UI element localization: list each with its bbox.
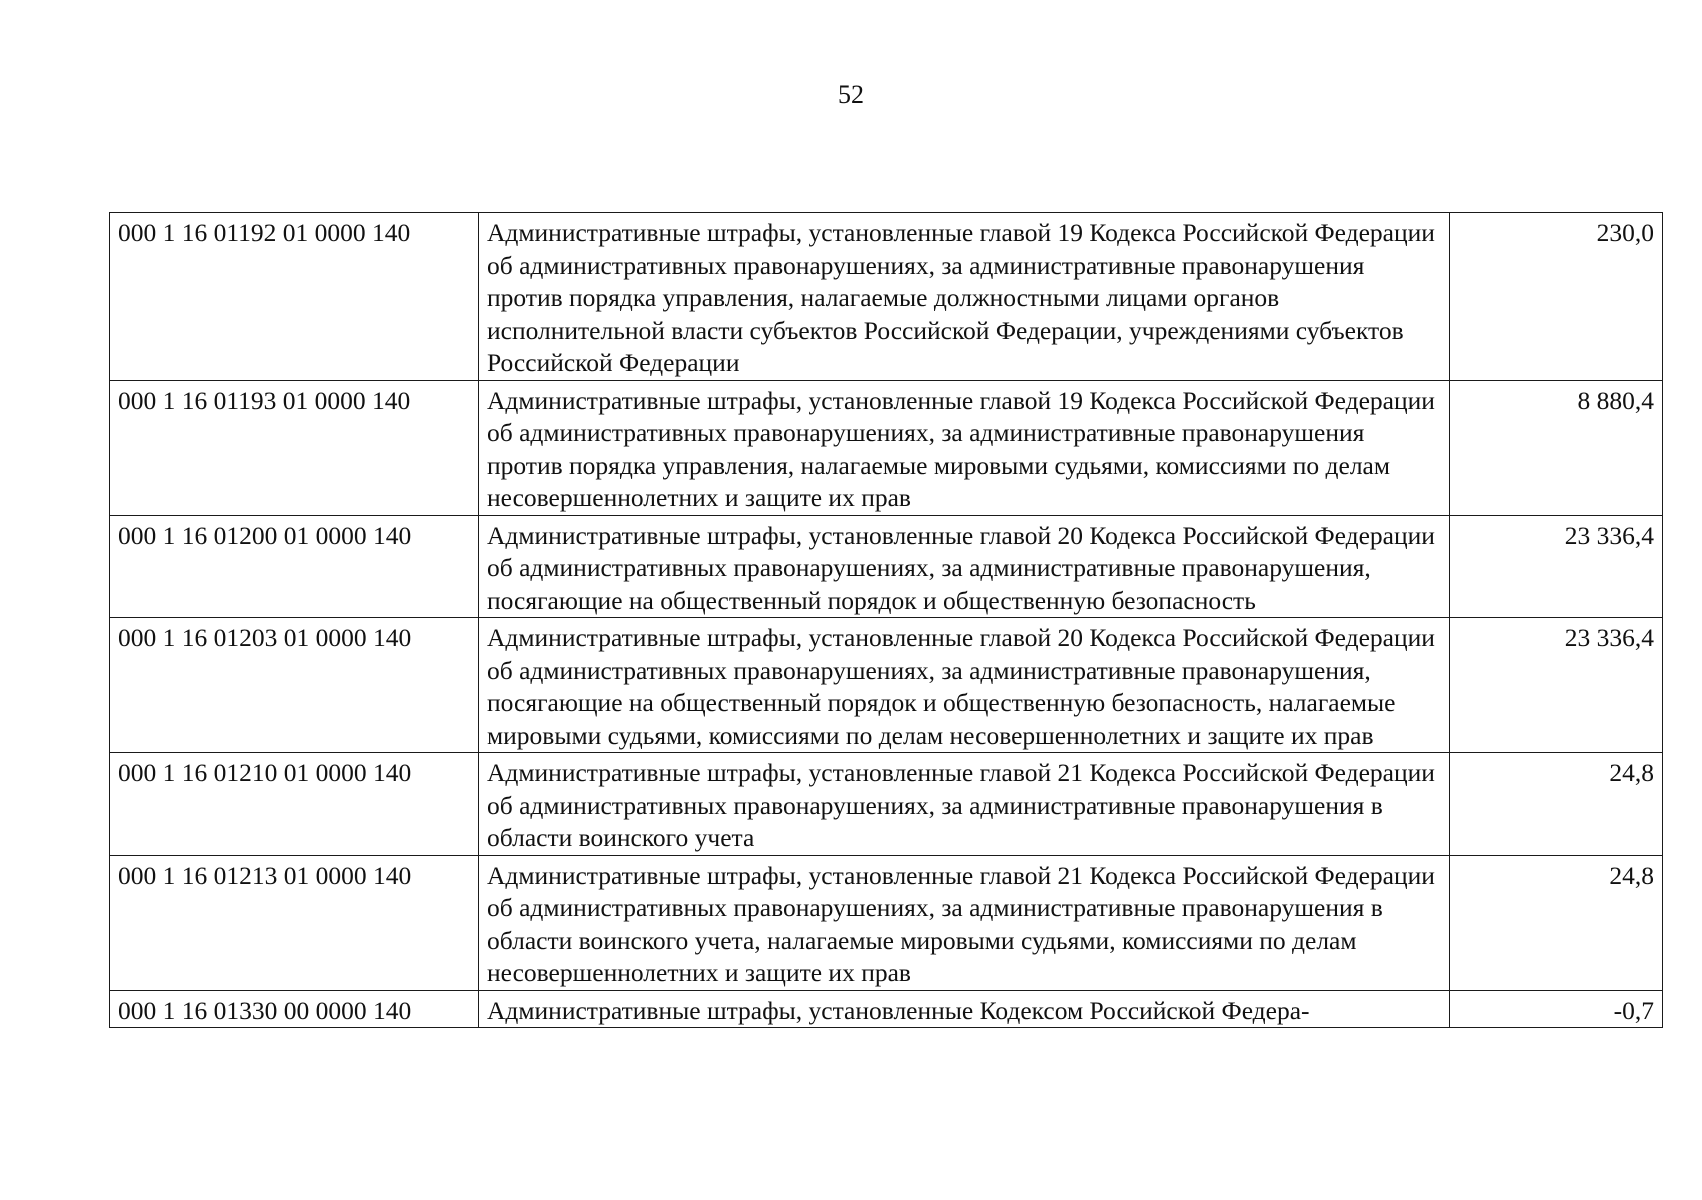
description-cell: Административные штрафы, установленные Кодексом Российской Федера- [479,990,1450,1028]
budget-code-cell: 000 1 16 01213 01 0000 140 [110,855,479,990]
amount-cell: 230,0 [1450,213,1663,381]
description-cell: Административные штрафы, установленные главой 21 Кодекса Российской Федерации об административных правонарушениях, за административные правонарушения в области воинского учета, налагаемые мировыми судьями, комиссиями по делам несовершеннолетних и защите их прав [479,855,1450,990]
table-row [110,515,1663,618]
table-row [110,855,1663,990]
budget-code-cell: 000 1 16 01200 01 0000 140 [110,515,479,618]
table-row [110,990,1663,1028]
table-row [110,380,1663,515]
amount-cell: 8 880,4 [1450,380,1663,515]
description-cell: Административные штрафы, установленные главой 20 Кодекса Российской Федерации об административных правонарушениях, за административные правонарушения, посягающие на общественный порядок и общественную безопасность [479,515,1450,618]
budget-code-cell: 000 1 16 01193 01 0000 140 [110,380,479,515]
description-cell: Административные штрафы, установленные главой 19 Кодекса Российской Федерации об административных правонарушениях, за административные правонарушения против порядка управления, налагаемые мировыми судьями, комиссиями по делам несовершеннолетних и защите их прав [479,380,1450,515]
table-row [110,753,1663,856]
budget-code-cell: 000 1 16 01203 01 0000 140 [110,618,479,753]
amount-cell: 24,8 [1450,855,1663,990]
budget-classification-table [109,212,1663,1028]
description-cell: Административные штрафы, установленные главой 19 Кодекса Российской Федерации об административных правонарушениях, за административные правонарушения против порядка управления, налагаемые должностными лицами органов исполнительной власти субъектов Российской Федерации, учреждениями субъектов Российской Федерации [479,213,1450,381]
table-row [110,618,1663,753]
table-row [110,213,1663,381]
description-cell: Административные штрафы, установленные главой 21 Кодекса Российской Федерации об административных правонарушениях, за административные правонарушения в области воинского учета [479,753,1450,856]
budget-code-cell: 000 1 16 01192 01 0000 140 [110,213,479,381]
amount-cell: 24,8 [1450,753,1663,856]
description-cell: Административные штрафы, установленные главой 20 Кодекса Российской Федерации об административных правонарушениях, за административные правонарушения, посягающие на общественный порядок и общественную безопасность, налагаемые мировыми судьями, комиссиями по делам несовершеннолетних и защите их прав [479,618,1450,753]
budget-code-cell: 000 1 16 01210 01 0000 140 [110,753,479,856]
page-number: 52 [838,80,864,109]
amount-cell: 23 336,4 [1450,515,1663,618]
amount-cell: -0,7 [1450,990,1663,1028]
amount-cell: 23 336,4 [1450,618,1663,753]
budget-code-cell: 000 1 16 01330 00 0000 140 [110,990,479,1028]
